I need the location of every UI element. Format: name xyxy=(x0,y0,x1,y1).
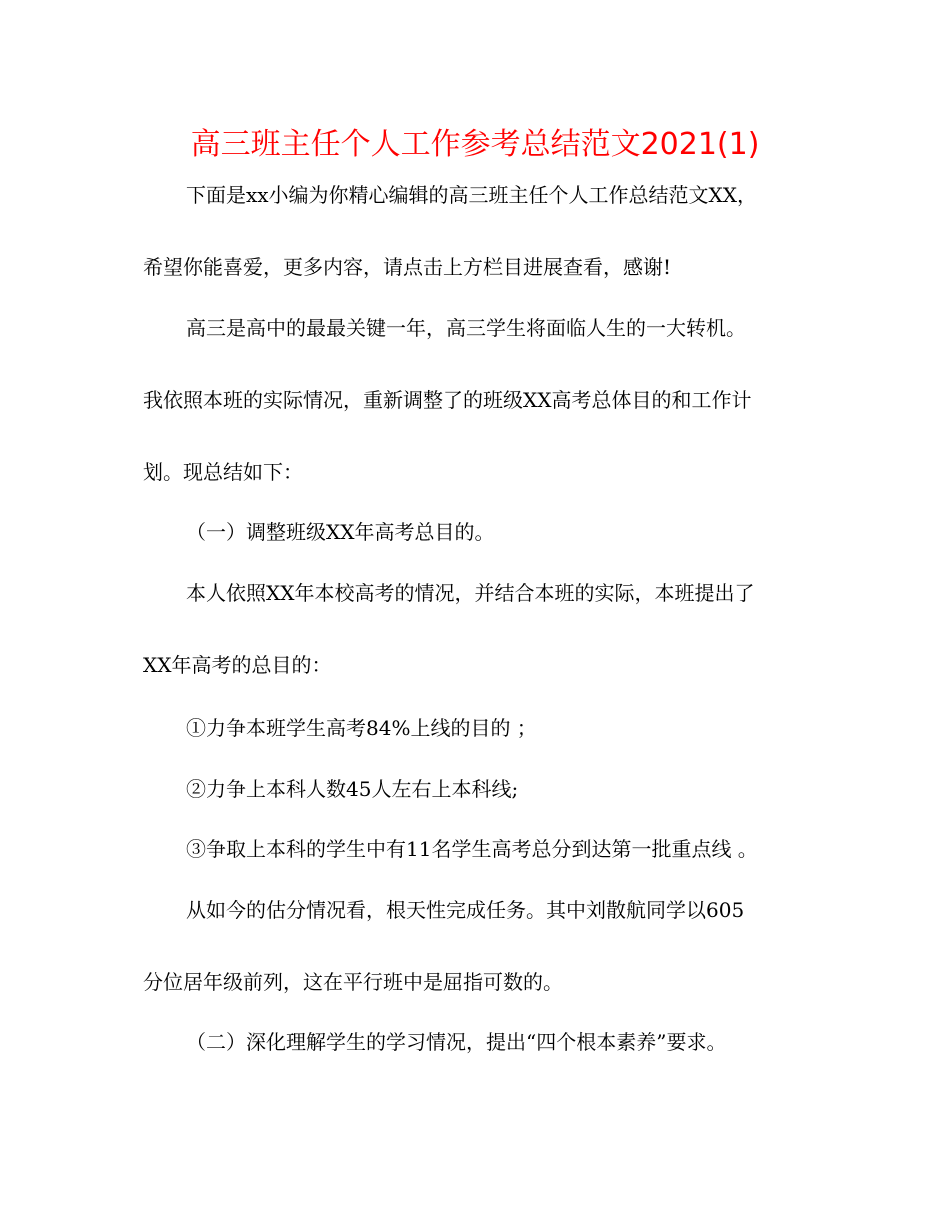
section-heading: （二）深化理解学生的学习情况，提出“四个根本素养”要求。 xyxy=(186,1030,727,1054)
paragraph-line: 高三是高中的最最关键一年，高三学生将面临人生的一大转机。 xyxy=(186,316,746,340)
paragraph-line: 本人依照XX年本校高考的情况，并结合本班的实际，本班提出了 xyxy=(186,581,755,605)
paragraph-line: 划。现总结如下： xyxy=(143,460,303,484)
paragraph-line: 分位居年级前列，这在平行班中是屈指可数的。 xyxy=(143,970,563,994)
document-title: 高三班主任个人工作参考总结范文2021(1) xyxy=(190,127,760,162)
goal-item: ②力争上本科人数45人左右上本科线; xyxy=(186,777,519,801)
section-heading: （一）调整班级XX年高考总目的。 xyxy=(186,520,495,544)
paragraph-line: XX年高考的总目的： xyxy=(143,653,332,677)
paragraph-line: 我依照本班的实际情况，重新调整了的班级XX高考总体目的和工作计 xyxy=(143,388,752,412)
paragraph-line: 希望你能喜爱，更多内容，请点击上方栏目进展查看，感谢! xyxy=(143,255,672,279)
goal-item: ③争取上本科的学生中有11名学生高考总分到达第一批重点线 。 xyxy=(186,837,758,861)
paragraph-line: 从如今的估分情况看，根天性完成任务。其中刘散航同学以605 xyxy=(186,898,745,922)
paragraph-line: 下面是xx小编为你精心编辑的高三班主任个人工作总结范文XX， xyxy=(186,183,758,207)
goal-item: ①力争本班学生高考84%上线的目的 ； xyxy=(186,716,537,740)
